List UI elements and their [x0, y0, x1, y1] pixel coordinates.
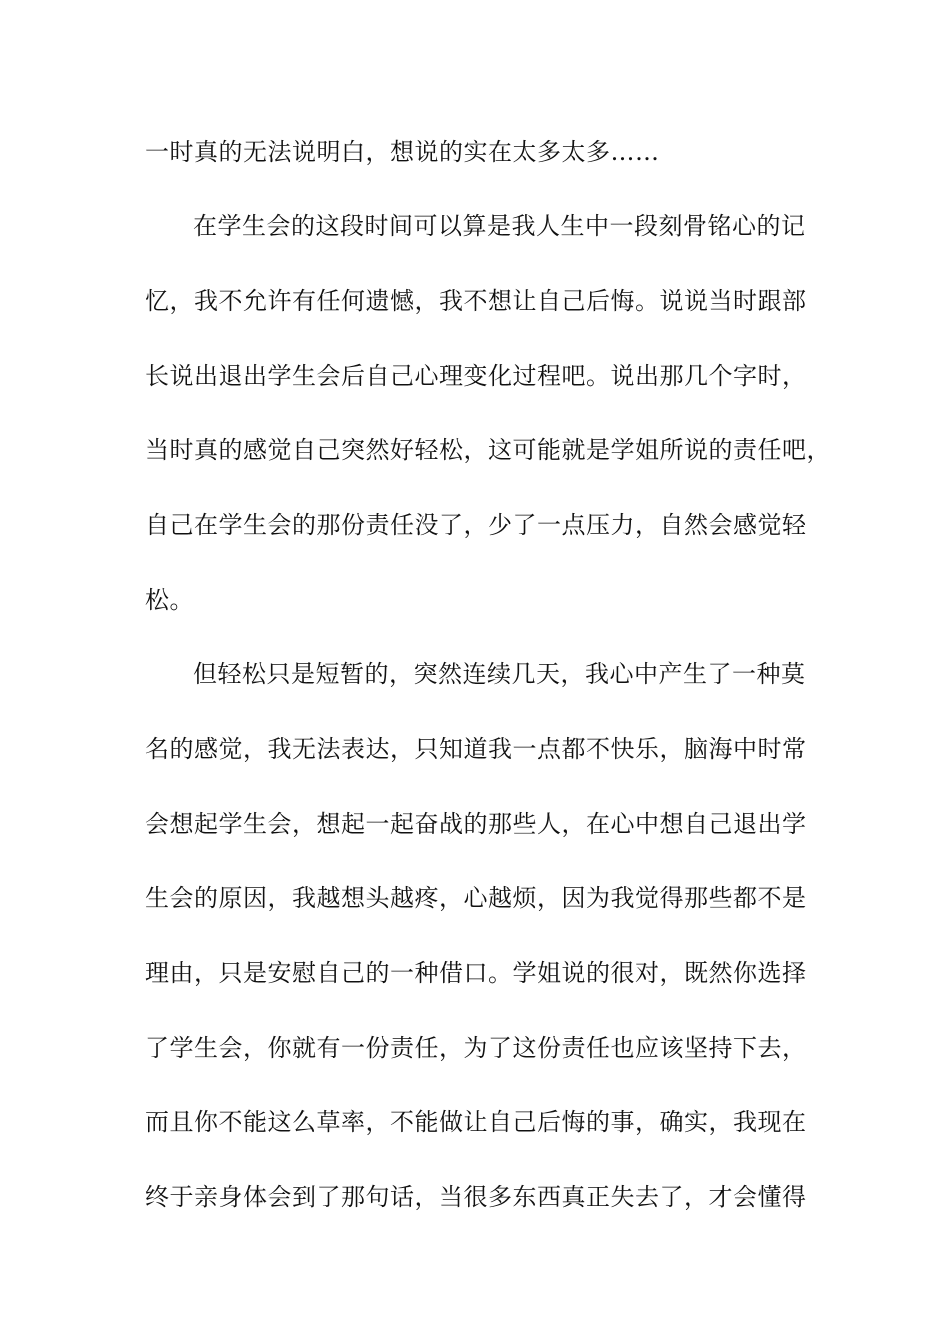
text-line: 自己在学生会的那份责任没了，少了一点压力，自然会感觉轻: [145, 511, 807, 539]
text-line: 理由，只是安慰自己的一种借口。学姐说的很对，既然你选择: [145, 959, 807, 987]
text-line: 一时真的无法说明白，想说的实在太多太多……: [145, 138, 660, 166]
text-line: 终于亲身体会到了那句话，当很多东西真正失去了，才会懂得: [145, 1183, 807, 1211]
paragraph-start-line: 但轻松只是短暂的，突然连续几天，我心中产生了一种莫: [193, 660, 806, 688]
text-line: 松。: [145, 586, 194, 614]
text-line: 名的感觉，我无法表达，只知道我一点都不快乐，脑海中时常: [145, 735, 807, 763]
text-line: 了学生会，你就有一份责任，为了这份责任也应该坚持下去，: [145, 1034, 807, 1062]
paragraph-start-line: 在学生会的这段时间可以算是我人生中一段刻骨铭心的记: [193, 212, 806, 240]
text-line: 忆，我不允许有任何遗憾，我不想让自己后悔。说说当时跟部: [145, 287, 807, 315]
text-line: 而且你不能这么草率，不能做让自己后悔的事，确实，我现在: [145, 1108, 807, 1136]
text-line: 当时真的感觉自己突然好轻松，这可能就是学姐所说的责任吧，: [145, 436, 831, 464]
text-line: 生会的原因，我越想头越疼，心越烦，因为我觉得那些都不是: [145, 884, 807, 912]
text-line: 长说出退出学生会后自己心理变化过程吧。说出那几个字时，: [145, 362, 807, 390]
text-line: 会想起学生会，想起一起奋战的那些人，在心中想自己退出学: [145, 810, 807, 838]
